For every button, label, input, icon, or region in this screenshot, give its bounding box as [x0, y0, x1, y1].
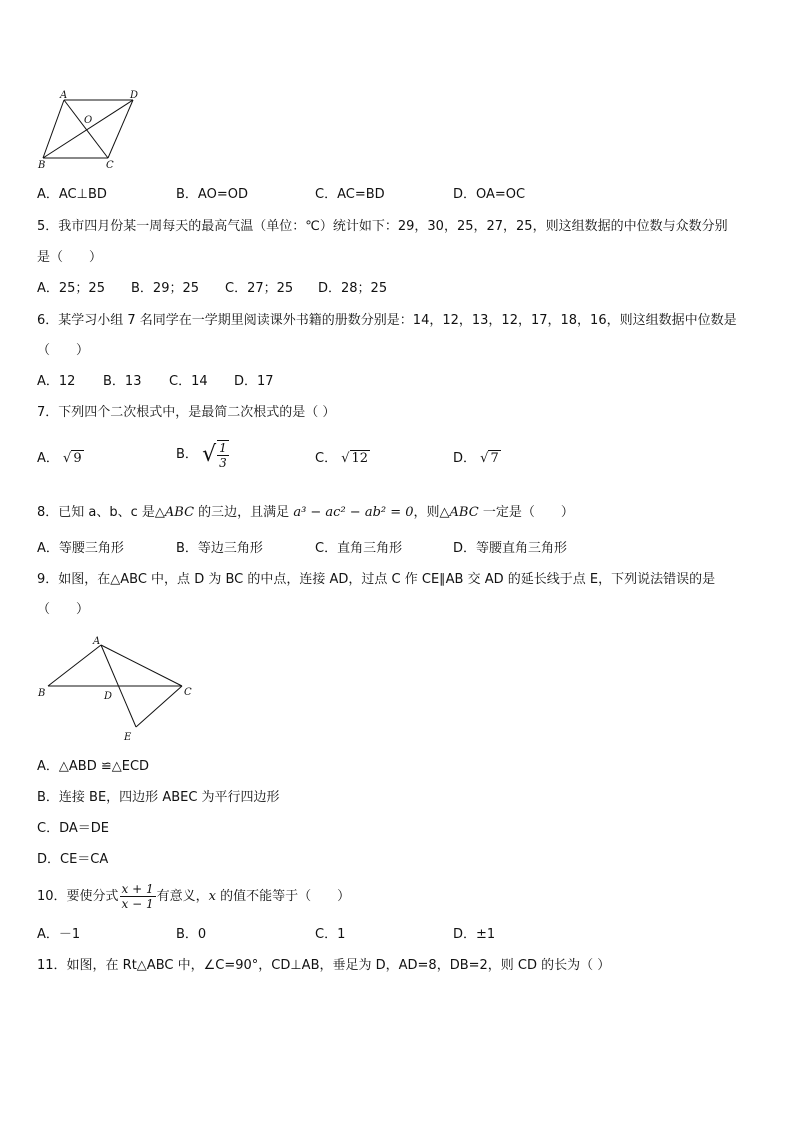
sqrt-12: √ 12	[341, 451, 369, 466]
q7-option-b	[176, 440, 230, 470]
triangle-figure	[36, 630, 206, 745]
q10-suffix-a: 有意义，	[156, 889, 209, 904]
q8-stem	[37, 504, 574, 522]
label-c: C	[184, 687, 192, 698]
q7-option-c-label: C．	[315, 451, 338, 466]
q8-abc-1: ABC	[164, 505, 195, 520]
segment-ce	[136, 686, 182, 727]
q6-stem-line2: （ ）	[37, 343, 90, 358]
q9-option-b: B．连接 BE，四边形 ABEC 为平行四边形	[37, 790, 280, 805]
label-a: A	[60, 90, 68, 101]
label-b: B	[38, 688, 46, 699]
q5-stem-line2: 是（ ）	[37, 250, 103, 265]
side-ab	[48, 645, 101, 686]
q4-option-b: B．AO=OD	[176, 187, 248, 202]
q5-stem-line1: 5．我市四月份某一周每天的最高气温（单位：℃）统计如下：29，30，25，27，25，则这组数据的中位数与众数分别	[37, 219, 728, 234]
q7-option-b-label: B．	[176, 447, 198, 462]
q7-option-a-label: A．	[37, 451, 59, 466]
q10-stem	[37, 880, 350, 914]
q6-option-a: A．12	[37, 374, 76, 389]
label-c: C	[106, 160, 114, 171]
q11-stem: 11．如图，在 Rt△ABC 中，∠C=90°，CD⊥AB，垂足为 D，AD=8，DB=2，则 CD 的长为（ ）	[37, 958, 611, 973]
sqrt-fraction-1-3: √	[202, 442, 217, 467]
label-d: D	[104, 691, 113, 702]
q9-option-c: C．DA＝DE	[37, 821, 109, 836]
q8-prefix: 8．已知 a、b、c 是△	[37, 505, 165, 520]
q10-option-d: D．±1	[453, 927, 496, 942]
q5-option-d: D．28；25	[318, 281, 388, 296]
q8-after: ，则△	[413, 505, 450, 520]
q7-stem: 7．下列四个二次根式中，是最简二次根式的是（ ）	[37, 405, 336, 420]
q5-option-a: A．25；25	[37, 281, 105, 296]
q9-option-a: A．△ABD ≌△ECD	[37, 759, 150, 774]
q8-option-a: A．等腰三角形	[37, 541, 124, 556]
label-a: A	[93, 636, 101, 647]
q6-stem-line1: 6．某学习小组 7 名同学在一学期里阅读课外书籍的册数分别是：14，12，13，12，17，18，16，则这组数据中位数是	[37, 313, 737, 328]
label-o: O	[84, 115, 93, 126]
q6-option-c: C．14	[169, 374, 208, 389]
q10-suffix-b: 的值不能等于（ ）	[216, 889, 351, 904]
q7-option-d-label: D．	[453, 451, 477, 466]
q10-option-c: C．1	[315, 927, 346, 942]
q4-option-d: D．OA=OC	[453, 187, 526, 202]
q8-option-b: B．等边三角形	[176, 541, 263, 556]
q4-option-c: C．AC=BD	[315, 187, 385, 202]
q8-option-c: C．直角三角形	[315, 541, 403, 556]
parallelogram-figure	[36, 92, 146, 172]
q7-option-c	[315, 450, 370, 468]
q8-equation: a³ − ac² − ab² = 0	[293, 505, 414, 520]
label-e: E	[124, 732, 132, 743]
diagonal-ac	[64, 100, 108, 158]
q5-option-c: C．27；25	[225, 281, 294, 296]
q10-variable-x: x	[208, 889, 216, 904]
q7-option-d	[453, 450, 501, 468]
side-dc	[108, 100, 133, 158]
q6-option-d: D．17	[234, 374, 274, 389]
q8-suffix: 一定是（ ）	[478, 505, 574, 520]
q5-option-b: B．29；25	[131, 281, 200, 296]
q10-option-a: A．－1	[37, 927, 81, 942]
q10-denominator: x − 1	[121, 897, 154, 911]
q8-option-d: D．等腰直角三角形	[453, 541, 568, 556]
q9-stem-line2: （ ）	[37, 602, 90, 617]
q10-numerator: x + 1	[121, 882, 154, 896]
side-ac	[101, 645, 182, 686]
q9-option-d: D．CE＝CA	[37, 852, 109, 867]
fraction-1-3: $\frac{1}{3}$	[219, 441, 227, 470]
sqrt-9: √ 9	[63, 451, 82, 466]
label-d: D	[130, 90, 139, 101]
diagonal-bd	[43, 100, 133, 158]
label-b: B	[38, 160, 46, 171]
q4-option-a: A．AC⊥BD	[37, 187, 107, 202]
sqrt-7: √ 7	[480, 451, 499, 466]
q10-fraction	[120, 882, 156, 911]
q10-prefix: 10．要使分式	[37, 889, 119, 904]
q10-option-b: B．0	[176, 927, 207, 942]
q8-mid: 的三边，且满足	[194, 505, 294, 520]
q8-abc-2: ABC	[449, 505, 479, 520]
q7-option-a	[37, 450, 84, 468]
q9-stem-line1: 9．如图，在△ABC 中，点 D 为 BC 的中点，连接 AD，过点 C 作 CE∥AB 交 AD 的延长线于点 E，下列说法错误的是	[37, 572, 716, 587]
side-ab	[43, 100, 64, 158]
q6-option-b: B．13	[103, 374, 142, 389]
